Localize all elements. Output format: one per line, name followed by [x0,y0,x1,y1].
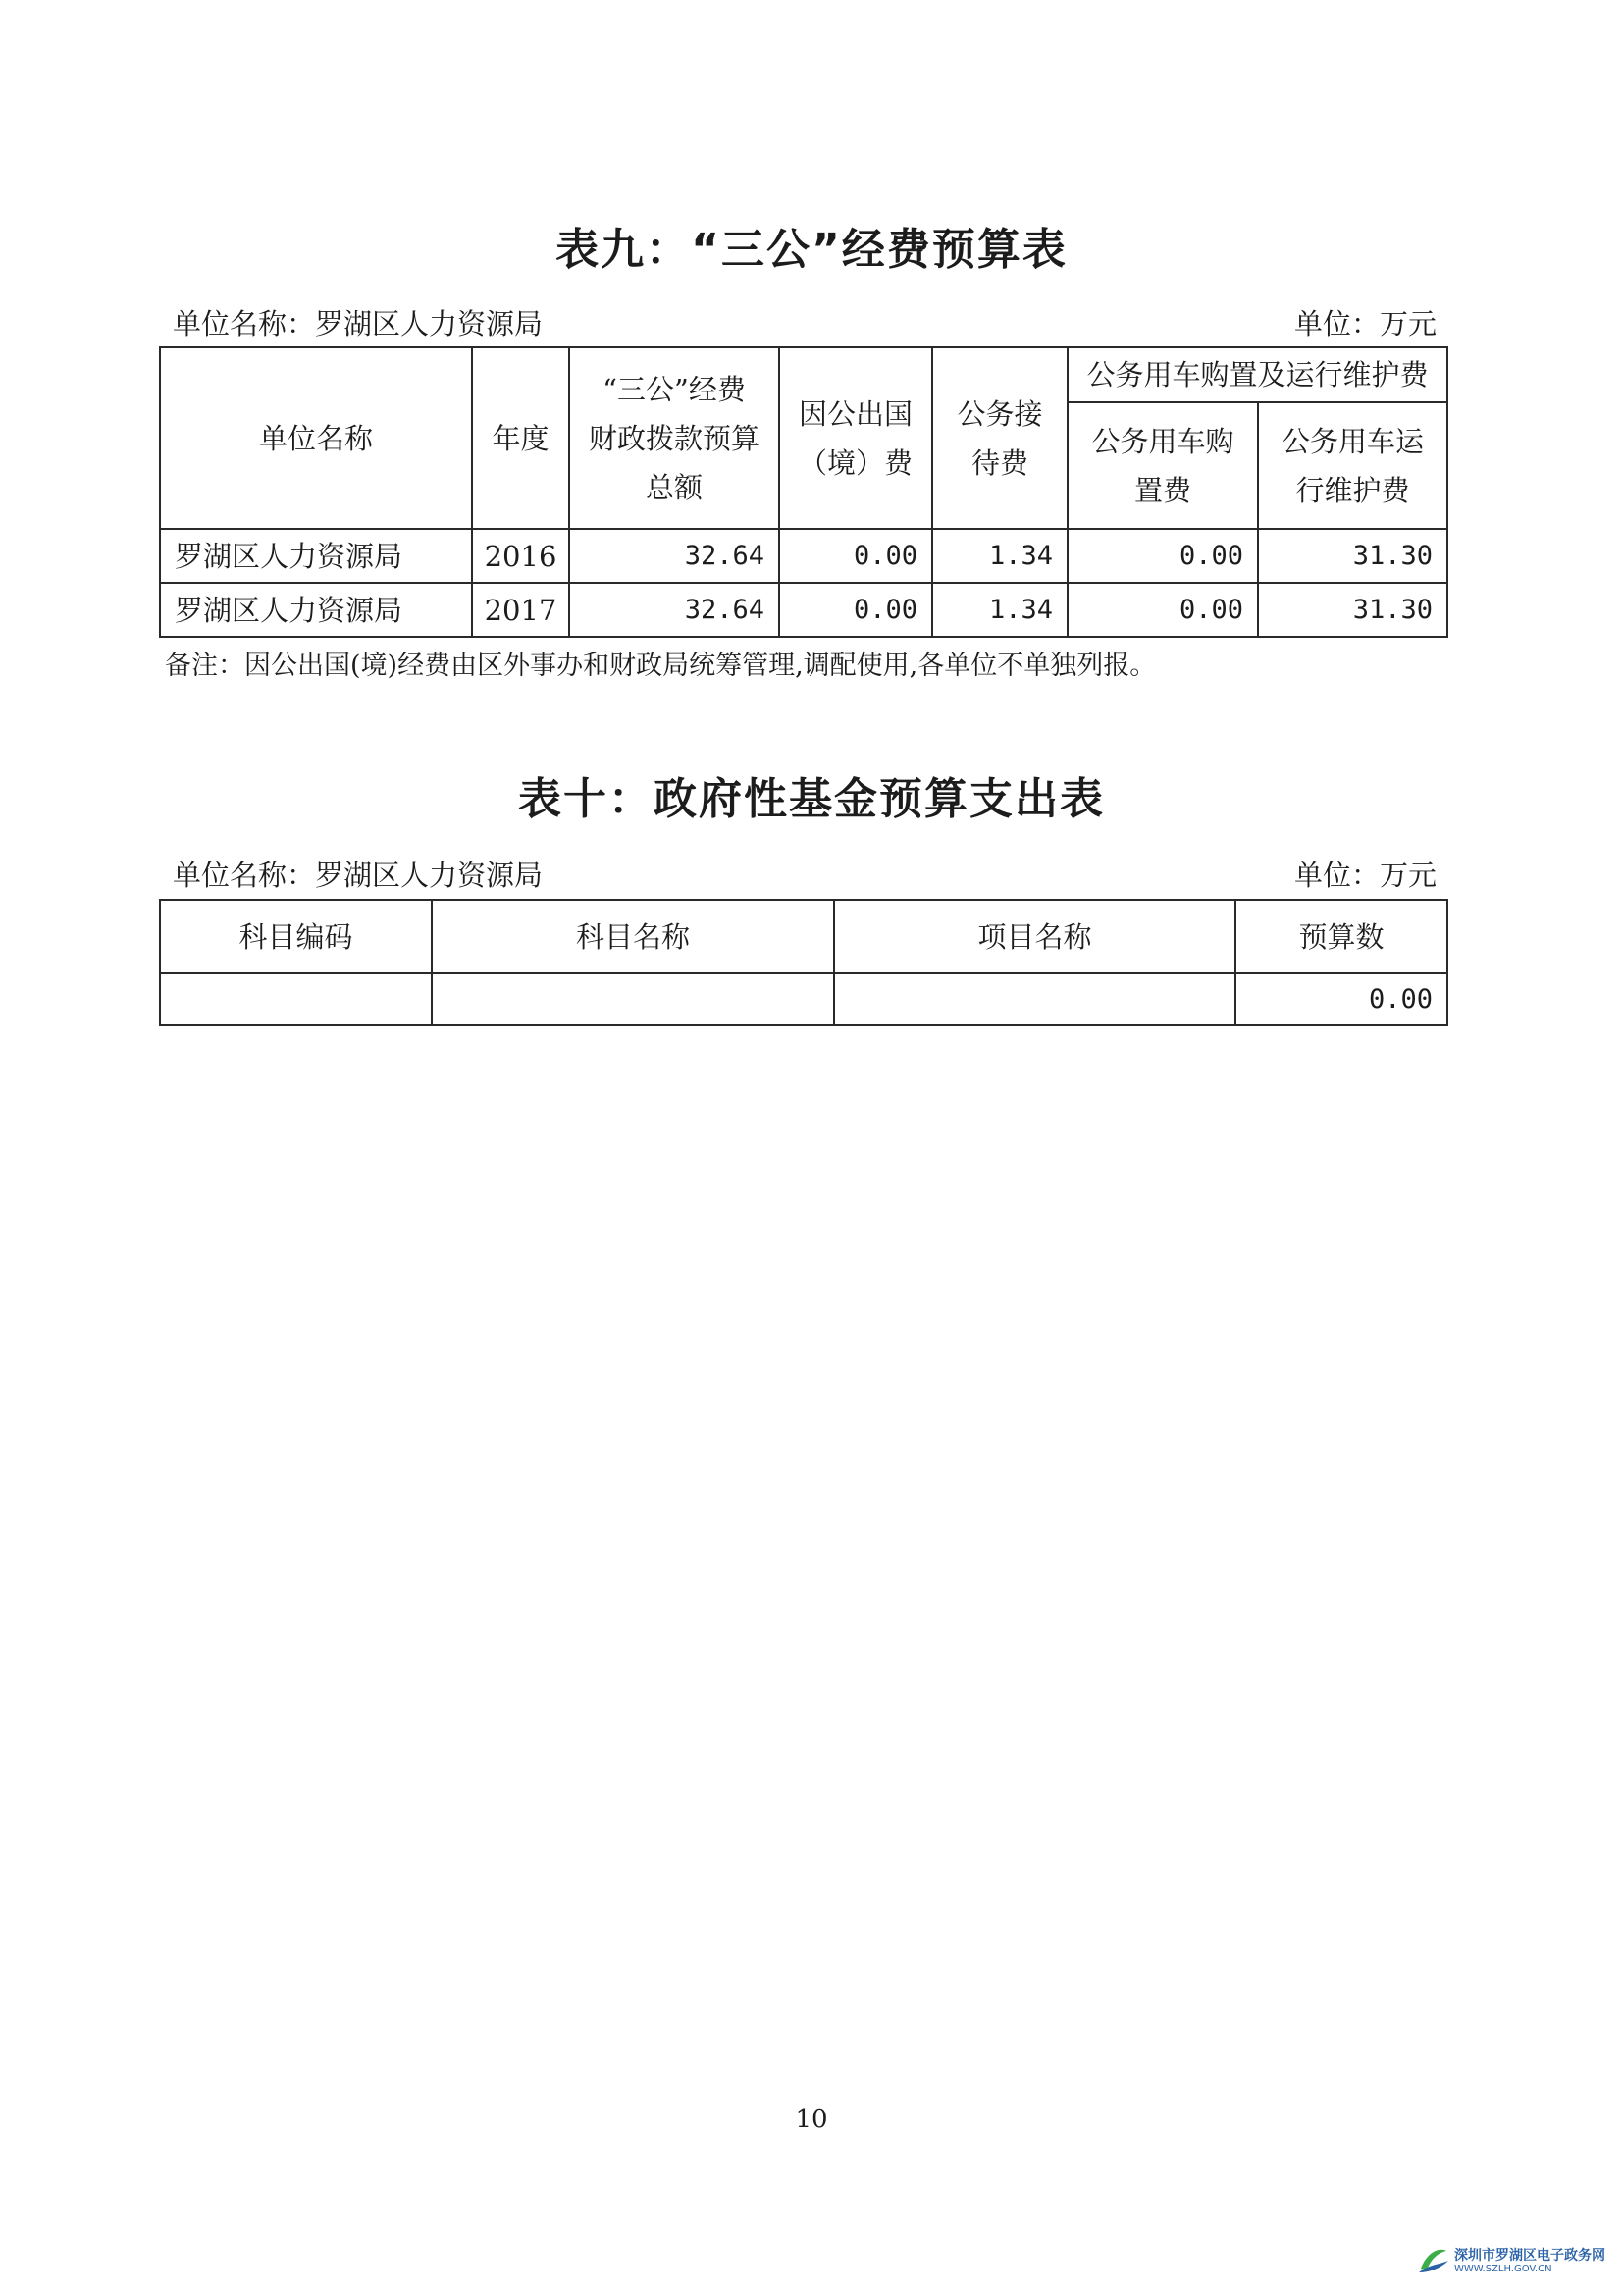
cell-year: 2017 [472,583,569,637]
header-abroad-line-2: （境）费 [798,445,913,480]
cell-reception: 1.34 [932,583,1068,637]
logo-url: WWW.SZLH.GOV.CN [1454,2264,1552,2274]
table9-unit-line [173,302,1437,342]
table10-title: 表十：政府性基金预算支出表 [518,774,1105,824]
header-abroad-line-1: 因公出国 [798,396,913,431]
header-total-line-1: “三公”经费 [602,372,746,406]
header-subject-name: 科目名称 [432,900,834,973]
page-number: 10 [795,2105,828,2134]
cell-year: 2016 [472,529,569,583]
cell-budget-amount: 0.00 [1235,973,1447,1025]
header-reception-line-1: 公务接 [957,396,1043,431]
table-row [160,529,1447,583]
table9-unit-name: 单位名称：罗湖区人力资源局 [173,307,544,340]
header-project-name: 项目名称 [834,900,1235,973]
logo-name: 深圳市罗湖区电子政务网 [1454,2248,1605,2264]
cell-subject-code [160,973,432,1025]
header-subject-code: 科目编码 [160,900,432,973]
cell-unit: 罗湖区人力资源局 [160,583,472,637]
table10-unit-line [173,854,1437,894]
cell-total: 32.64 [569,529,779,583]
header-unit-name: 单位名称 [160,347,472,529]
table9-note: 备注：因公出国(境)经费由区外事办和财政局统筹管理,调配使用,各单位不单独列报。 [165,651,1157,681]
table9-title: 表九：“三公”经费预算表 [555,225,1068,275]
cell-total: 32.64 [569,583,779,637]
cell-reception: 1.34 [932,529,1068,583]
cell-abroad: 0.00 [779,583,932,637]
header-vehicle-purchase-line-2: 置费 [1133,473,1191,507]
table9-unit: 单位：万元 [1293,307,1437,340]
header-vehicle-maintenance-line-2: 行维护费 [1295,473,1410,507]
table-row [160,973,1447,1025]
logo-icon [1417,2243,1450,2280]
header-vehicle-group: 公务用车购置及运行维护费 [1068,347,1447,402]
cell-vehicle-maintenance: 31.30 [1258,529,1447,583]
site-logo[interactable] [1417,2243,1605,2280]
header-total [569,347,779,529]
header-vehicle-maintenance-line-1: 公务用车运 [1282,424,1425,458]
header-abroad [779,347,932,529]
cell-vehicle-maintenance: 31.30 [1258,583,1447,637]
header-reception-line-2: 待费 [970,445,1028,480]
cell-subject-name [432,973,834,1025]
header-budget-amount: 预算数 [1235,900,1447,973]
government-fund-budget-table [159,899,1448,1026]
table10-unit-name: 单位名称：罗湖区人力资源局 [173,859,544,892]
header-year: 年度 [472,347,569,529]
header-total-line-3: 总额 [645,470,703,504]
cell-abroad: 0.00 [779,529,932,583]
three-public-budget-table [159,346,1448,638]
cell-vehicle-purchase: 0.00 [1068,529,1258,583]
header-vehicle-purchase-line-1: 公务用车购 [1091,424,1234,458]
cell-unit: 罗湖区人力资源局 [160,529,472,583]
cell-vehicle-purchase: 0.00 [1068,583,1258,637]
header-reception [932,347,1068,529]
header-vehicle-purchase [1068,402,1258,529]
table10-unit: 单位：万元 [1293,859,1437,892]
header-vehicle-maintenance [1258,402,1447,529]
table-row [160,583,1447,637]
cell-project-name [834,973,1235,1025]
header-total-line-2: 财政拨款预算 [588,421,759,455]
